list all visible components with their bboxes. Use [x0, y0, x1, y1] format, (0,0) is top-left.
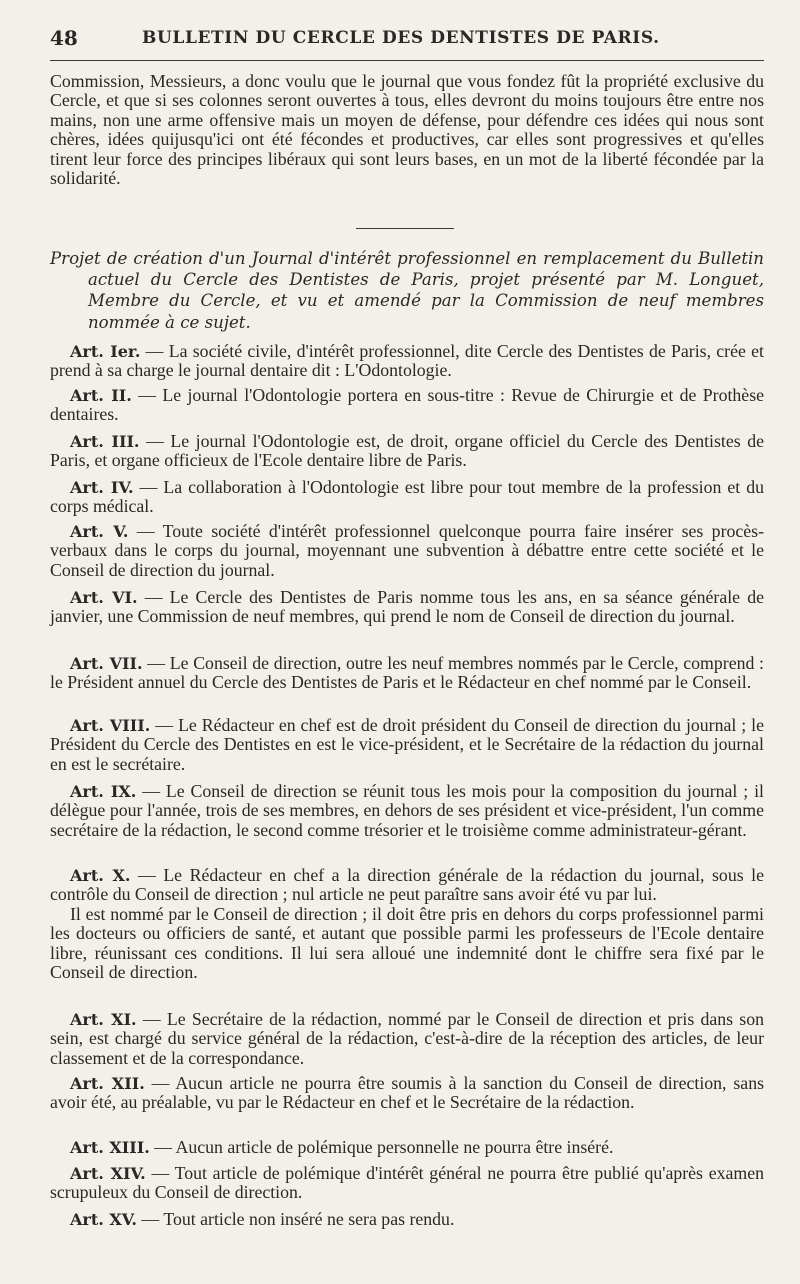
article-text: Le Conseil de direction se réunit tous les mois pour la composition du journal ; il délègue pour l'année, trois de ses membres, en dehors de ses président et vice-président, l'un comme secrétaire de la rédaction, le second comme trésorier et le troisième comme administrateur-gérant. — [50, 781, 764, 840]
article-dash: — — [133, 477, 164, 497]
article-12 — [50, 1074, 764, 1113]
article-13 — [50, 1138, 764, 1157]
article-label: Art. Ier. — [70, 342, 141, 361]
article-9 — [50, 782, 764, 840]
article-text: La collaboration à l'Odontologie est libre pour tout membre de la profession et du corps médical. — [50, 477, 765, 517]
article-text: Tout article de polémique d'intérêt général ne pourra être publié qu'après examen scrupuleux du Conseil de direction. — [50, 1163, 764, 1203]
article-dash: — — [137, 587, 170, 607]
article-5 — [50, 522, 764, 580]
article-text: Le Rédacteur en chef est de droit président du Conseil de direction du journal ; le Président du Cercle des Dentistes en est le vice-président, et le Secrétaire de la rédaction du journal en est le secrétaire. — [50, 715, 765, 774]
article-label: Art. IX. — [70, 782, 137, 801]
article-3 — [50, 432, 764, 471]
article-label: Art. XIII. — [70, 1138, 150, 1157]
article-dash: — — [136, 1209, 164, 1229]
article-2 — [50, 386, 764, 425]
article-6 — [50, 588, 764, 627]
article-label: Art. V. — [70, 522, 129, 541]
article-dash: — — [131, 385, 163, 405]
article-text: Tout article non inséré ne sera pas rendu. — [163, 1209, 455, 1229]
article-dash: — — [145, 1163, 175, 1183]
article-label: Art. XIV. — [70, 1164, 146, 1183]
article-dash: — — [128, 521, 163, 541]
header-rule — [50, 60, 764, 61]
article-dash: — — [140, 341, 169, 361]
article-11 — [50, 1010, 764, 1068]
project-title: Projet de création d'un Journal d'intérêt professionnel en remplacement du Bulletin actuel du Cercle des Dentistes de Paris, projet présenté par M. Longuet, Membre du Cercle, et vu et amendé par la Commission de neuf membres nommée à ce sujet. — [50, 249, 764, 332]
article-dash: — — [149, 1137, 176, 1157]
article-text: La société civile, d'intérêt professionnel, dite Cercle des Dentistes de Paris, crée et prend à sa charge le journal dentaire dit : L'Odontologie. — [50, 341, 764, 381]
article-text: Le journal l'Odontologie est, de droit, organe officiel du Cercle des Dentistes de Paris, et organe officieux de l'Ecole dentaire libre de Paris. — [50, 431, 764, 471]
article-8 — [50, 716, 764, 774]
separator-rule — [356, 228, 454, 229]
article-text: Le journal l'Odontologie portera en sous-titre : Revue de Chirurgie et de Prothèse dentaires. — [50, 385, 765, 425]
article-text: Aucun article ne pourra être soumis à la sanction du Conseil de direction, sans avoir été, au préalable, vu par le Rédacteur en chef et le Secrétaire de la rédaction. — [50, 1073, 765, 1113]
article-1 — [50, 342, 764, 381]
intro-paragraph: Commission, Messieurs, a donc voulu que le journal que vous fondez fût la propriété exclusive du Cercle, et que si ses colonnes seront ouvertes à tous, elles devront du moins toujours être entre nos mains, non une arme offensive mais un moyen de défense, pour défendre ces idées qui nous sont chères, idées quijusqu'ici ont été fécondes et productives, car elles sont progressives et qu'elles tirent leur force des principes libéraux qui sont leurs bases, en un mot de la liberté fécondée par la solidarité. — [50, 71, 764, 189]
article-dash: — — [130, 865, 164, 885]
article-dash: — — [139, 431, 171, 451]
article-dash: — — [136, 1009, 167, 1029]
article-label: Art. XII. — [70, 1074, 145, 1093]
article-label: Art. VII. — [70, 654, 143, 673]
article-10-para-2: Il est nommé par le Conseil de direction ; il doit être pris en dehors du corps professionnel parmi les docteurs ou officiers de santé, et autant que possible parmi les professeurs de l'Ecole dentaire libre, réunissant ces conditions. Il lui sera alloué une indemnité dont le chiffre sera fixé par le Conseil de direction. — [50, 903, 764, 983]
article-text: Le Rédacteur en chef a la direction générale de la rédaction du journal, sous le contrôle du Conseil de direction ; nul article ne peut paraître sans avoir été vu par lui. — [50, 865, 764, 905]
article-15 — [50, 1210, 764, 1229]
article-4 — [50, 478, 764, 517]
page-header — [50, 22, 764, 56]
article-label: Art. III. — [70, 432, 140, 451]
article-label: Art. XV. — [70, 1210, 137, 1229]
article-text: Toute société d'intérêt professionnel quelconque pourra faire insérer ses procès-verbaux dans le corps du journal, moyennant une subvention à débattre entre cette société et le Conseil de direction du journal. — [50, 521, 765, 580]
article-text: Aucun article de polémique personnelle ne pourra être inséré. — [175, 1137, 614, 1157]
article-dash: — — [136, 781, 166, 801]
article-label: Art. X. — [70, 866, 131, 885]
article-dash: — — [150, 715, 179, 735]
article-label: Art. XI. — [70, 1010, 137, 1029]
article-text: Le Secrétaire de la rédaction, nommé par le Conseil de direction et pris dans son sein, est chargé du service général de la rédaction, c'est-à-dire de la réception des articles, de leur classement et de la correspondance. — [50, 1009, 765, 1068]
page-number: 48 — [50, 26, 78, 50]
article-text: Le Conseil de direction, outre les neuf membres nommés par le Cercle, comprend : le Président annuel du Cercle des Dentistes de Paris et le Rédacteur en chef nommé par le Conseil. — [50, 653, 764, 693]
article-dash: — — [142, 653, 170, 673]
article-14 — [50, 1164, 764, 1203]
article-label: Art. VI. — [70, 588, 138, 607]
article-10-para-1 — [50, 866, 764, 905]
running-title: BULLETIN DU CERCLE DES DENTISTES DE PARIS. — [142, 28, 660, 48]
article-dash: — — [144, 1073, 176, 1093]
article-10 — [50, 866, 764, 982]
article-label: Art. II. — [70, 386, 132, 405]
article-label: Art. VIII. — [70, 716, 151, 735]
article-label: Art. IV. — [70, 478, 134, 497]
article-7 — [50, 654, 764, 693]
article-text: Le Cercle des Dentistes de Paris nomme tous les ans, en sa séance générale de janvier, une Commission de neuf membres, qui prend le nom de Conseil de direction du journal. — [50, 587, 765, 627]
